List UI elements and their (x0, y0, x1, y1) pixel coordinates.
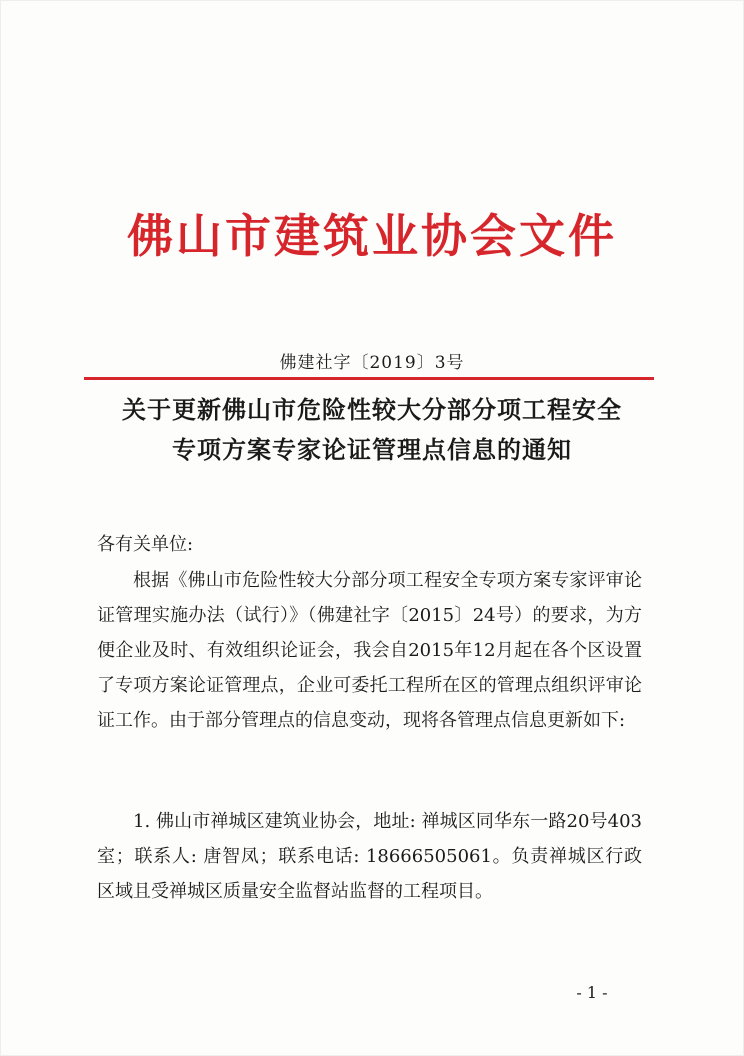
org-document-title: 佛山市建筑业协会文件 (127, 209, 617, 263)
salutation: 各有关单位: (97, 534, 194, 555)
document-number: 佛建社字〔2019〕3号 (279, 353, 465, 373)
page-number: - 1 - (576, 983, 608, 1002)
body-paragraph-1: 根据《佛山市危险性较大分部分项工程安全专项方案专家评审论证管理实施办法（试行）》（佛建社字〔2015〕24号）的要求，为方便企业及时、有效组织论证会，我会自2015年12月起在各个区设置了专项方案论证管理点，企业可委托工程所在区的管理点组织评审论证工作。由于部分管理点的信息变动，现将各管理点信息更新如下: (97, 570, 642, 731)
red-divider-line (84, 377, 654, 380)
notice-title-line-1: 关于更新佛山市危险性较大分部分项工程安全 (122, 395, 622, 424)
notice-title-line-2: 专项方案专家论证管理点信息的通知 (172, 435, 572, 464)
notice-title (0, 390, 744, 470)
body-paragraph-2: 1. 佛山市禅城区建筑业协会，地址: 禅城区同华东一路20号403室；联系人: 唐智凤；联系电话: 18666505061。负责禅城区行政区域且受禅城区质量安全监督站监督的工程项目。 (97, 811, 642, 902)
